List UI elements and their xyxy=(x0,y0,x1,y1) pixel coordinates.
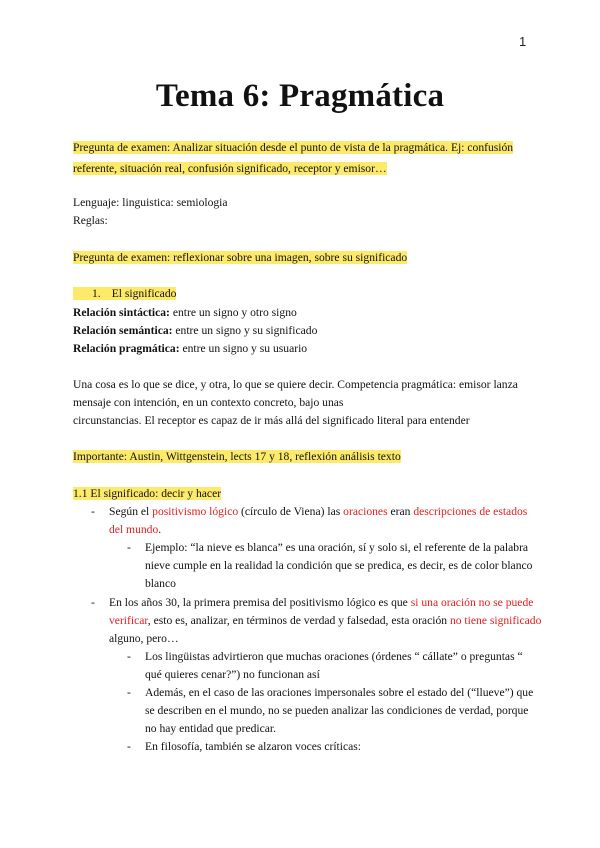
text-span: (círculo de Viena) las xyxy=(238,505,344,518)
importante-text: Importante: Austin, Wittgenstein, lects 17 y 18, reflexión análisis texto xyxy=(73,450,401,463)
no-significado-term: no tiene significado xyxy=(449,614,542,627)
section-1-1-heading xyxy=(73,486,221,501)
section-1-heading xyxy=(73,286,176,301)
example-line2: nieve cumple en la realidad la condición que se predica, es decir, es de color blanco xyxy=(145,559,533,572)
competencia-line1: Una cosa es lo que se dice, y otra, lo que se quiere decir. Competencia pragmática: emisor lanza xyxy=(73,378,518,391)
exam-question-1-line1: Pregunta de examen: Analizar situación desde el punto de vista de la pragmática. Ej: confusión xyxy=(73,141,514,154)
competencia-line3: circunstancias. El receptor es capaz de ir más allá del significado literal para entender xyxy=(73,414,470,427)
text-span: En los años 30, la primera premisa del positivismo lógico es que xyxy=(109,596,411,609)
positivismo-logico-term: positivismo lógico xyxy=(152,505,239,518)
sub-2-line2: se describen en el mundo, no se pueden analizar las condiciones de verdad, porque xyxy=(145,704,529,717)
descripciones-term: descripciones de estados xyxy=(413,505,528,518)
sub-3-line1: En filosofía, también se alzaron voces críticas: xyxy=(145,740,362,753)
relation-desc: entre un signo y su significado xyxy=(172,324,318,337)
relation-desc: entre un signo y su usuario xyxy=(179,342,308,355)
relation-term: Relación semántica: xyxy=(73,324,173,337)
relation-pragmatic xyxy=(73,341,307,356)
example-line3: blanco xyxy=(145,577,176,590)
importante-note xyxy=(73,449,401,464)
relation-syntactic xyxy=(73,305,297,320)
lenguaje-line: Lenguaje: linguistica: semiologia xyxy=(73,196,228,209)
sub-1-line1: Los lingüistas advirtieron que muchas oraciones (órdenes “ cállate” o preguntas “ xyxy=(145,650,523,663)
relation-semantic xyxy=(73,323,317,338)
relation-desc: entre un signo y otro signo xyxy=(169,306,297,319)
bullet-1-line2 xyxy=(109,522,161,537)
bullet-2-line3: alguno, pero… xyxy=(109,632,179,645)
text-span: . xyxy=(158,523,162,536)
bullet-dash: - xyxy=(91,505,95,518)
sub-1-line2: qué quieres cenar?”) no funcionan así xyxy=(145,668,320,681)
exam-question-2 xyxy=(73,250,407,265)
text-span: , esto es, analizar, en términos de verdad y falsedad, esta oración xyxy=(147,614,450,627)
exam-question-2-text: Pregunta de examen: reflexionar sobre una imagen, sobre su significado xyxy=(73,251,408,264)
example-line1: Ejemplo: “la nieve es blanca” es una oración, sí y solo si, el referente de la palabra xyxy=(145,541,529,554)
bullet-1-line1 xyxy=(109,504,527,519)
oraciones-term: oraciones xyxy=(343,505,388,518)
del-mundo-term: del mundo xyxy=(109,523,159,536)
section-1-1-label: 1.1 El significado: decir y hacer xyxy=(73,487,222,500)
section-1-number: 1. xyxy=(73,287,101,300)
exam-question-1 xyxy=(73,140,513,155)
sub-bullet-dash: - xyxy=(127,541,131,554)
relation-term: Relación sintáctica: xyxy=(73,306,170,319)
sub-bullet-dash: - xyxy=(127,740,131,753)
competencia-line2: mensaje con intención, en un contexto concreto, bajo unas xyxy=(73,396,344,409)
sub-bullet-dash: - xyxy=(127,686,131,699)
exam-question-1-line2: referente, situación real, confusión significado, receptor y emisor… xyxy=(73,162,387,175)
sub-2-line1: Además, en el caso de las oraciones impersonales sobre el estado del (“llueve”) que xyxy=(145,686,534,699)
sub-bullet-dash: - xyxy=(127,650,131,663)
page-title: Tema 6: Pragmática xyxy=(155,78,445,114)
reglas-line: Reglas: xyxy=(73,214,108,227)
page-number: 1 xyxy=(519,34,527,49)
text-span: eran xyxy=(387,505,414,518)
bullet-dash: - xyxy=(91,596,95,609)
relation-term: Relación pragmática: xyxy=(73,342,180,355)
sub-2-line3: no hay entidad que predicar. xyxy=(145,722,277,735)
text-span: Según el xyxy=(109,505,153,518)
bullet-2-line1 xyxy=(109,595,533,610)
verificar-term: verificar xyxy=(109,614,148,627)
section-1-label: El significado xyxy=(101,287,177,300)
bullet-2-line2 xyxy=(109,613,541,628)
verificar-clause: si una oración no se puede xyxy=(410,596,534,609)
